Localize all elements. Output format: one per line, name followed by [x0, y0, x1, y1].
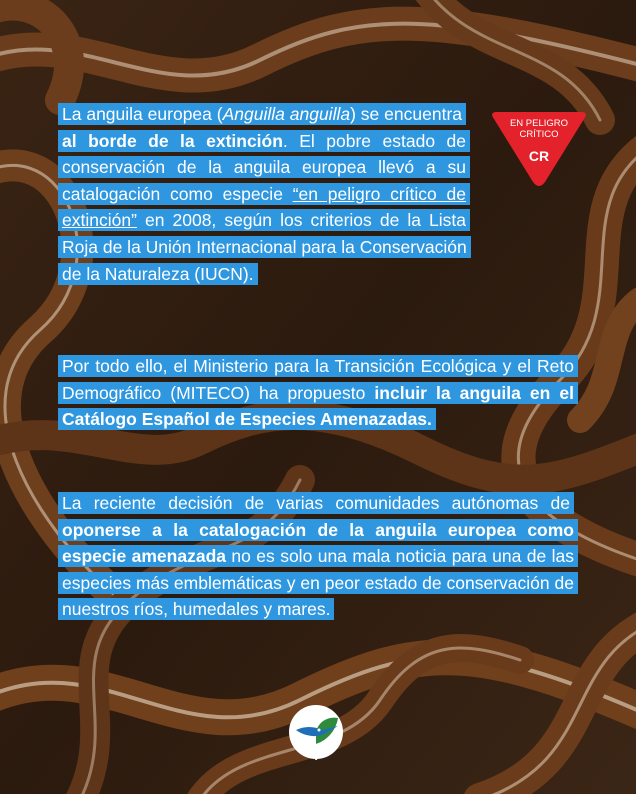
text-bold: al borde de la extinción — [62, 130, 283, 151]
critically-endangered-link[interactable]: “en peligro crítico de extinción” — [62, 183, 466, 231]
text-bold: oponerse a la catalogación de la anguila europea como especie amenazada — [62, 519, 574, 567]
text-segment: Por todo ello, el Ministerio para la Transición Ecológica y el Reto Demográfico (MITECO) ha propuesto — [62, 356, 574, 403]
text-segment: ) se encuentra — [350, 104, 463, 124]
bird-leaf-logo-icon — [288, 704, 344, 760]
paragraph-regional-opposition — [58, 490, 578, 623]
text-segment: . El pobre estado de conservación de la anguila europea llevó a su catalogación como especie — [62, 130, 466, 204]
paragraph-miteco-proposal — [58, 353, 578, 433]
badge-code: CR — [528, 148, 550, 164]
badge-line-1: EN PELIGRO — [509, 118, 569, 129]
text-segment: La anguila europea ( — [62, 104, 223, 124]
text-bold: incluir la anguila en el Catálogo Español de Especies Amenazadas. — [62, 382, 574, 430]
critically-endangered-badge — [487, 108, 591, 190]
text-segment: no es solo una mala noticia para una de las especies más emblemáticas y en peor estado de conservación de nuestros ríos, humedales y mares. — [62, 546, 575, 620]
badge-line-2: CRÍTICO — [519, 129, 559, 140]
text-segment: en 2008, según los criterios de la Lista Roja de la Unión Internacional para la Conservación de la Naturaleza (IUCN). — [62, 210, 467, 284]
badge-label — [487, 118, 591, 140]
text-segment: La reciente decisión de varias comunidades autónomas de — [62, 493, 570, 513]
species-scientific-name: Anguilla anguilla — [222, 104, 351, 124]
paragraph-iucn-status — [58, 101, 470, 287]
